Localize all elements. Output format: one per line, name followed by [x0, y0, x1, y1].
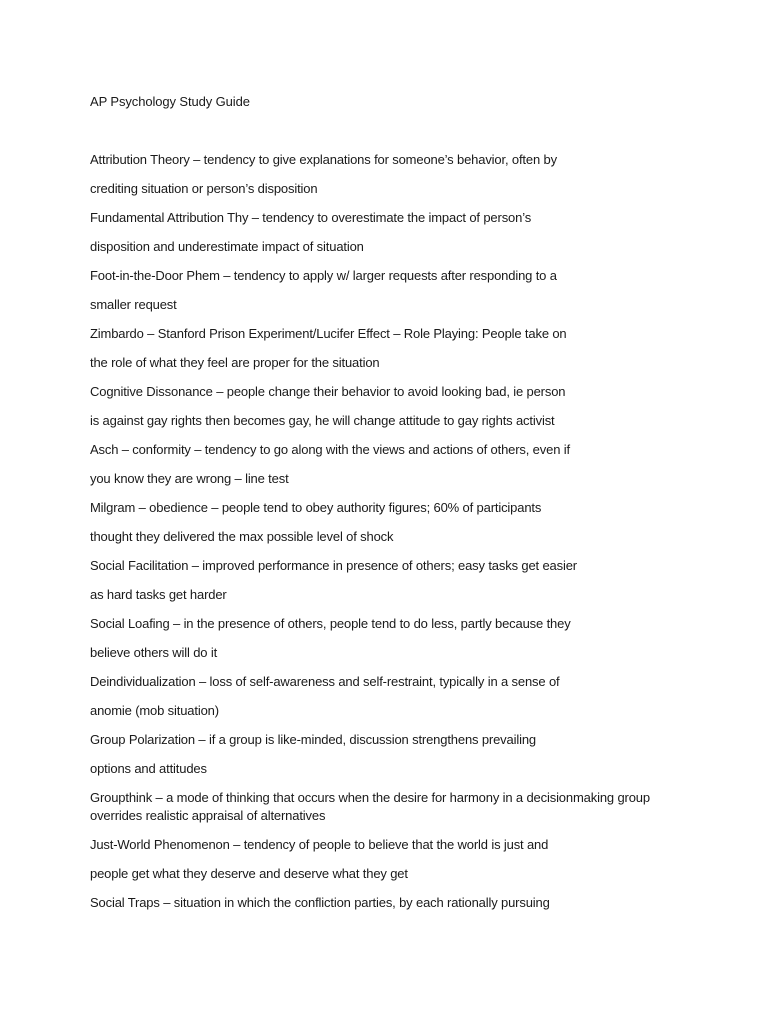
text-line: people get what they deserve and deserve what they get — [90, 866, 408, 881]
text-line: Attribution Theory – tendency to give explanations for someone’s behavior, often by — [90, 152, 557, 167]
text-line: Milgram – obedience – people tend to obey authority figures; 60% of participants — [90, 500, 542, 515]
text-line: Foot-in-the-Door Phem – tendency to apply w/ larger requests after responding to a — [90, 268, 557, 283]
text-line: Fundamental Attribution Thy – tendency to overestimate the impact of person’s — [90, 210, 532, 225]
document-title: AP Psychology Study Guide — [90, 94, 250, 109]
text-line: Social Loafing – in the presence of others, people tend to do less, partly because they — [90, 616, 571, 631]
text-line: Social Traps – situation in which the confliction parties, by each rationally pursuing — [90, 895, 550, 910]
text-line: Asch – conformity – tendency to go along with the views and actions of others, even if — [90, 442, 570, 457]
text-line: anomie (mob situation) — [90, 703, 219, 718]
text-line: disposition and underestimate impact of situation — [90, 239, 364, 254]
text-line: options and attitudes — [90, 761, 207, 776]
text-line: smaller request — [90, 297, 177, 312]
text-line: is against gay rights then becomes gay, he will change attitude to gay rights activist — [90, 413, 555, 428]
text-line: Groupthink – a mode of thinking that occurs when the desire for harmony in a decisionmaking group — [90, 790, 650, 805]
text-line: Group Polarization – if a group is like-minded, discussion strengthens prevailing — [90, 732, 536, 747]
text-line: Deindividualization – loss of self-awareness and self-restraint, typically in a sense of — [90, 674, 560, 689]
text-line: thought they delivered the max possible level of shock — [90, 529, 394, 544]
text-line: overrides realistic appraisal of alternatives — [90, 808, 326, 823]
text-line: Social Facilitation – improved performance in presence of others; easy tasks get easier — [90, 558, 577, 573]
text-line: as hard tasks get harder — [90, 587, 227, 602]
text-line: Cognitive Dissonance – people change their behavior to avoid looking bad, ie person — [90, 384, 566, 399]
text-line: Zimbardo – Stanford Prison Experiment/Lucifer Effect – Role Playing: People take on — [90, 326, 567, 341]
text-line: you know they are wrong – line test — [90, 471, 289, 486]
text-line: the role of what they feel are proper for the situation — [90, 355, 380, 370]
text-line: believe others will do it — [90, 645, 218, 660]
text-line: crediting situation or person’s disposition — [90, 181, 318, 196]
text-line: Just-World Phenomenon – tendency of people to believe that the world is just and — [90, 837, 549, 852]
